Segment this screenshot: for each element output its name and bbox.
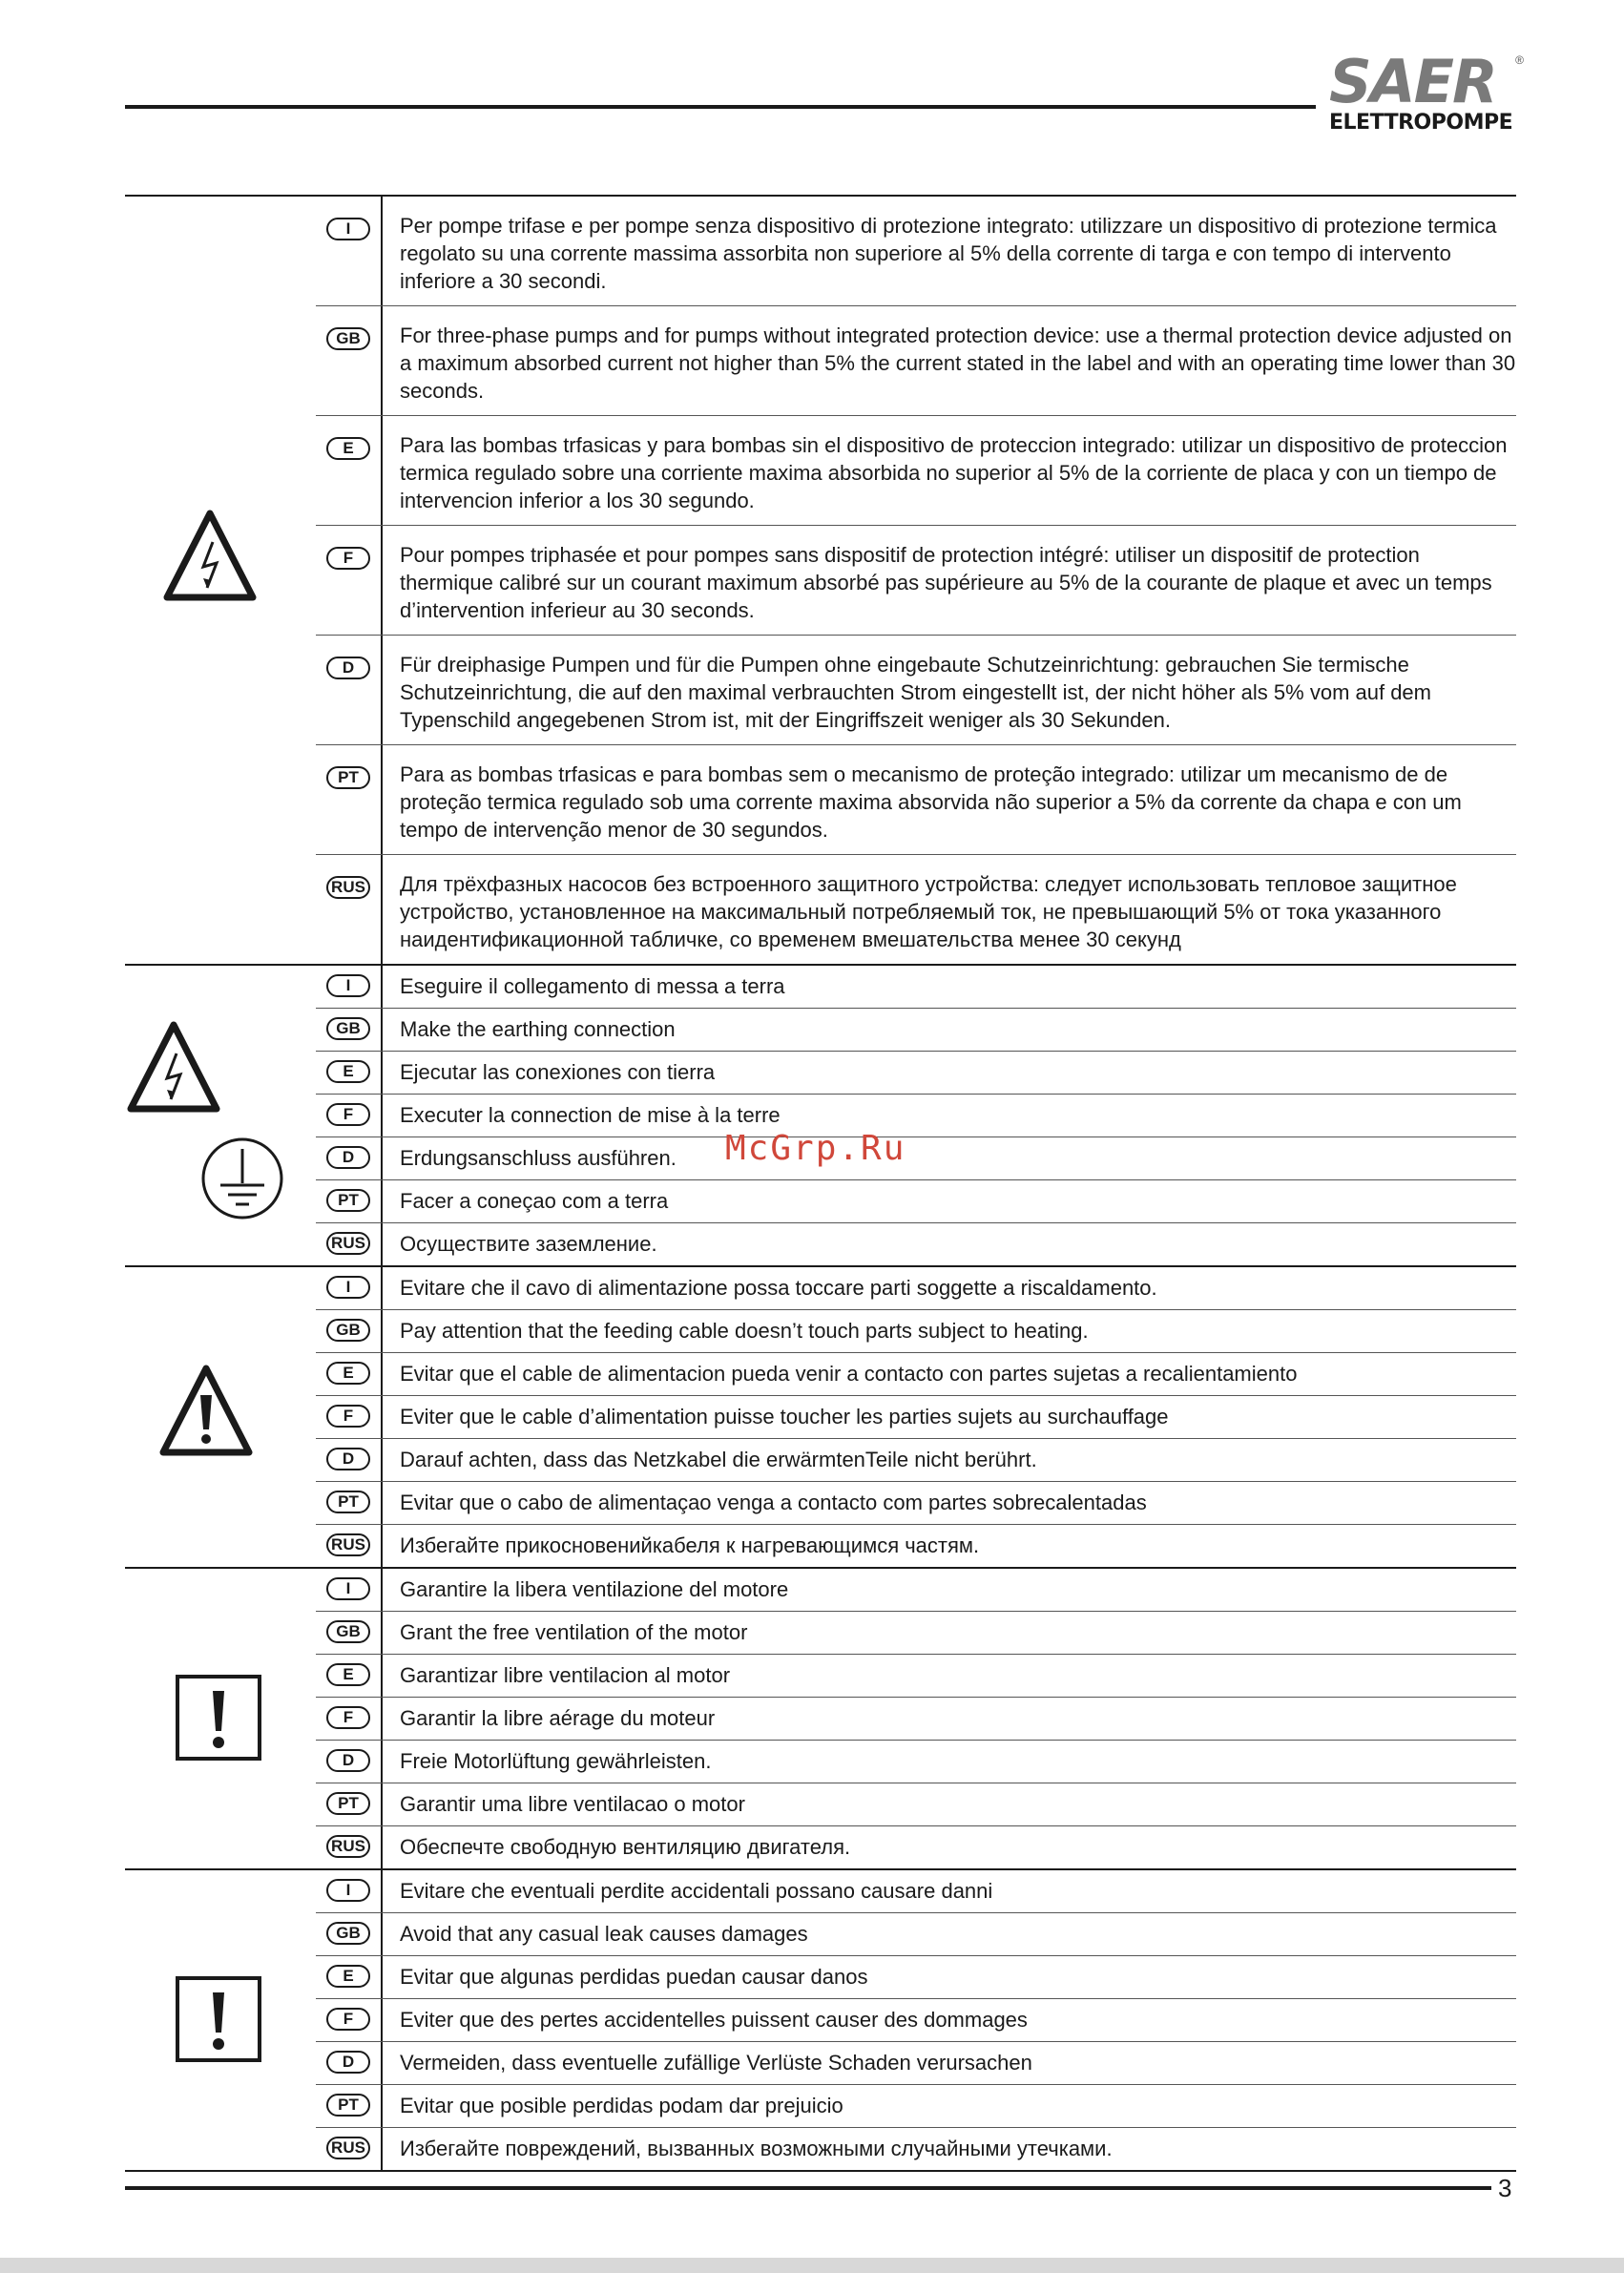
footer-rule (125, 2186, 1491, 2190)
row-text: Evitar que posible perdidas podam dar prejuicio (400, 2094, 843, 2117)
row-text: Freie Motorlüftung gewährleisten. (400, 1749, 712, 1773)
table-row (316, 1009, 1516, 1052)
row-text: Avoid that any casual leak causes damages (400, 1922, 808, 1946)
lang-badge: I (326, 218, 370, 240)
table-row (316, 1826, 1516, 1868)
group-earthing (125, 966, 1516, 1267)
lang-badge: D (326, 657, 370, 679)
lang-badge: RUS (326, 1835, 370, 1858)
lang-badge: E (326, 1663, 370, 1686)
lang-badge: F (326, 1706, 370, 1729)
group-ventilation (125, 1569, 1516, 1870)
table-row (316, 2128, 1516, 2170)
row-text: Erdungsanschluss ausführen. (400, 1146, 677, 1170)
lang-badge: D (326, 1749, 370, 1772)
group-rows (316, 1569, 1516, 1868)
lang-badge: F (326, 1405, 370, 1428)
group-thermal-protection (125, 197, 1516, 966)
row-text: Обеспечте свободную вентиляцию двигателя. (400, 1835, 851, 1859)
lang-badge: RUS (326, 1232, 370, 1255)
lang-badge: GB (326, 1017, 370, 1040)
row-text: Осуществите заземление. (400, 1232, 657, 1256)
lang-badge: PT (326, 2094, 370, 2117)
row-text: For three-phase pumps and for pumps without integrated protection device: use a thermal protection device adjusted on a maximum absorbed current not higher than 5% the current stated in the label and with an operating time lower than 30 seconds. (400, 323, 1516, 403)
attention-exclamation-icon (175, 1975, 262, 2063)
lang-badge: D (326, 2051, 370, 2074)
logo-brand: SAER (1329, 47, 1496, 116)
row-text: Für dreiphasige Pumpen und für die Pumpen ohne eingebaute Schutzeinrichtung: gebrauchen Sie termische Schutzeinrichtung, die auf den maximal verbrauchten Strom eingestellt ist, der nicht höher als 5% vom auf dem Typenschild angegebenen Strom ist, mit der Eingriffszeit weniger als 30 Sekunden. (400, 653, 1431, 732)
table-row (316, 636, 1516, 745)
row-text: Per pompe trifase e per pompe senza dispositivo di protezione integrato: utilizzare un dispositivo di protezione termica regolato su una corrente massima assorbita non superiore al 5% della corrente di targa e con tempo di intervento inferiore a 30 secondi. (400, 214, 1497, 293)
row-text: Para las bombas trfasicas y para bombas sin el dispositivo de proteccion integrado: utilizar un dispositivo de proteccion termica regulado sobre una corriente maxima absorbida no superior al 5% de la corriente de placa y con un tiempo de intervencion inferior a los 30 segundo. (400, 433, 1508, 512)
lang-badge: GB (326, 327, 370, 350)
lang-badge: D (326, 1146, 370, 1169)
row-text: Eseguire il collegamento di messa a terra (400, 974, 785, 998)
safety-table (125, 195, 1516, 2172)
table-row (316, 1052, 1516, 1095)
lang-badge: E (326, 1362, 370, 1385)
row-text: Pour pompes triphasée et pour pompes sans dispositif de protection intégré: utiliser un dispositif de protection thermique calibré sur un courant maximum absorbé pas supérieure au 5% de la courante de plaque et avec un temps d’intervention inferieur au 30 seconds. (400, 543, 1492, 622)
table-row (316, 1267, 1516, 1310)
group-rows (316, 1870, 1516, 2170)
lang-badge: D (326, 1448, 370, 1470)
electric-hazard-icon (127, 1019, 220, 1115)
symbol-column (125, 197, 316, 964)
symbol-column (125, 1267, 316, 1567)
row-text: Executer la connection de mise à la terre (400, 1103, 781, 1127)
table-row (316, 1698, 1516, 1741)
table-row (316, 1482, 1516, 1525)
lang-badge: GB (326, 1922, 370, 1945)
group-leaks (125, 1870, 1516, 2172)
lang-badge: GB (326, 1620, 370, 1643)
row-text: Pay attention that the feeding cable doesn’t touch parts subject to heating. (400, 1319, 1089, 1343)
row-text: Evitare che il cavo di alimentazione possa toccare parti soggette a riscaldamento. (400, 1276, 1157, 1300)
table-row (316, 1223, 1516, 1265)
electric-hazard-icon (163, 508, 257, 603)
row-text: Evitar que el cable de alimentacion pueda venir a contacto con partes sujetas a recalientamiento (400, 1362, 1298, 1386)
row-text: Избегайте повреждений, вызванных возможными случайными утечками. (400, 2137, 1113, 2160)
group-rows (316, 197, 1516, 964)
row-text: Evitar que algunas perdidas puedan causar danos (400, 1965, 868, 1989)
row-text: Garantizar libre ventilacion al motor (400, 1663, 731, 1687)
table-row (316, 1525, 1516, 1567)
table-row (316, 1956, 1516, 1999)
row-text: Garantir la libre aérage du moteur (400, 1706, 716, 1730)
lang-badge: F (326, 1103, 370, 1126)
logo-registered-mark: ® (1515, 53, 1524, 67)
table-row (316, 1741, 1516, 1783)
symbol-column (125, 966, 316, 1265)
table-row (316, 1783, 1516, 1826)
row-text: Facer a coneçao com a terra (400, 1189, 669, 1213)
lang-badge: E (326, 437, 370, 460)
table-row (316, 197, 1516, 306)
row-text: Garantir uma libre ventilacao o motor (400, 1792, 745, 1816)
table-row (316, 526, 1516, 636)
page-number: 3 (1498, 2174, 1512, 2202)
table-row (316, 1353, 1516, 1396)
table-row (316, 1999, 1516, 2042)
group-rows (316, 1267, 1516, 1567)
table-row (316, 1870, 1516, 1913)
lang-badge: RUS (326, 2137, 370, 2159)
table-row (316, 1310, 1516, 1353)
table-row (316, 1612, 1516, 1655)
lang-badge: E (326, 1060, 370, 1083)
logo-subtitle: ELETTROPOMPE (1329, 111, 1513, 135)
table-row (316, 1095, 1516, 1137)
lang-badge: I (326, 1577, 370, 1600)
row-text: Make the earthing connection (400, 1017, 676, 1041)
earth-ground-icon (199, 1136, 285, 1221)
lang-badge: F (326, 547, 370, 570)
lang-badge: E (326, 1965, 370, 1988)
lang-badge: PT (326, 1189, 370, 1212)
row-text: Para as bombas trfasicas e para bombas sem o mecanismo de proteção integrado: utilizar um mecanismo de de proteção termica regulado sob uma corrente maxima absorvida não superior a 5% da corrente da chapa e con um tempo de intervenção menor de 30 segundos. (400, 762, 1462, 842)
table-row (316, 855, 1516, 964)
lang-badge: I (326, 974, 370, 997)
symbol-column (125, 1870, 316, 2170)
table-row (316, 745, 1516, 855)
symbol-column (125, 1569, 316, 1868)
general-warning-icon (159, 1363, 253, 1458)
table-row (316, 1180, 1516, 1223)
header-rule (125, 105, 1316, 109)
row-text: Eviter que le cable d’alimentation puisse toucher les parties sujets au surchauffage (400, 1405, 1169, 1428)
attention-exclamation-icon (175, 1674, 262, 1762)
lang-badge: F (326, 2008, 370, 2031)
group-cable-heating (125, 1267, 1516, 1569)
table-row (316, 1569, 1516, 1612)
table-row (316, 1439, 1516, 1482)
row-text: Eviter que des pertes accidentelles puissent causer des dommages (400, 2008, 1028, 2032)
lang-badge: RUS (326, 876, 370, 899)
table-row (316, 2042, 1516, 2085)
row-text: Evitar que o cabo de alimentaçao venga a contacto com partes sobrecalentadas (400, 1491, 1147, 1514)
row-text: Избегайте прикосновенийкабеля к нагревающимся частям. (400, 1533, 980, 1557)
table-row (316, 1655, 1516, 1698)
row-text: Grant the free ventilation of the motor (400, 1620, 748, 1644)
row-text: Vermeiden, dass eventuelle zufällige Verlüste Schaden verursachen (400, 2051, 1032, 2075)
table-row (316, 2085, 1516, 2128)
row-text: Darauf achten, dass das Netzkabel die erwärmtenTeile nicht berührt. (400, 1448, 1037, 1471)
table-row (316, 306, 1516, 416)
table-row (316, 1913, 1516, 1956)
lang-badge: PT (326, 1491, 370, 1513)
table-row (316, 1396, 1516, 1439)
lang-badge: GB (326, 1319, 370, 1342)
watermark: McGrp.Ru (725, 1129, 906, 1168)
lang-badge: I (326, 1276, 370, 1299)
row-text: Для трёхфазных насосов без встроенного защитного устройства: следует использовать тепловое защитное устройство, установленное на максимальный потребляемый ток, не превышающий 5% от тока указанного наидентификационной табличке, со временем вмешательства менее 30 секунд (400, 872, 1457, 951)
lang-badge: RUS (326, 1533, 370, 1556)
table-row (316, 416, 1516, 526)
saer-logo (1322, 47, 1524, 147)
scan-edge (0, 2258, 1624, 2273)
group-rows (316, 966, 1516, 1265)
lang-badge: PT (326, 1792, 370, 1815)
lang-badge: I (326, 1879, 370, 1902)
lang-badge: PT (326, 766, 370, 789)
row-text: Evitare che eventuali perdite accidentali possano causare danni (400, 1879, 993, 1903)
table-row (316, 966, 1516, 1009)
row-text: Garantire la libera ventilazione del motore (400, 1577, 789, 1601)
table-row (316, 1137, 1516, 1180)
row-text: Ejecutar las conexiones con tierra (400, 1060, 716, 1084)
